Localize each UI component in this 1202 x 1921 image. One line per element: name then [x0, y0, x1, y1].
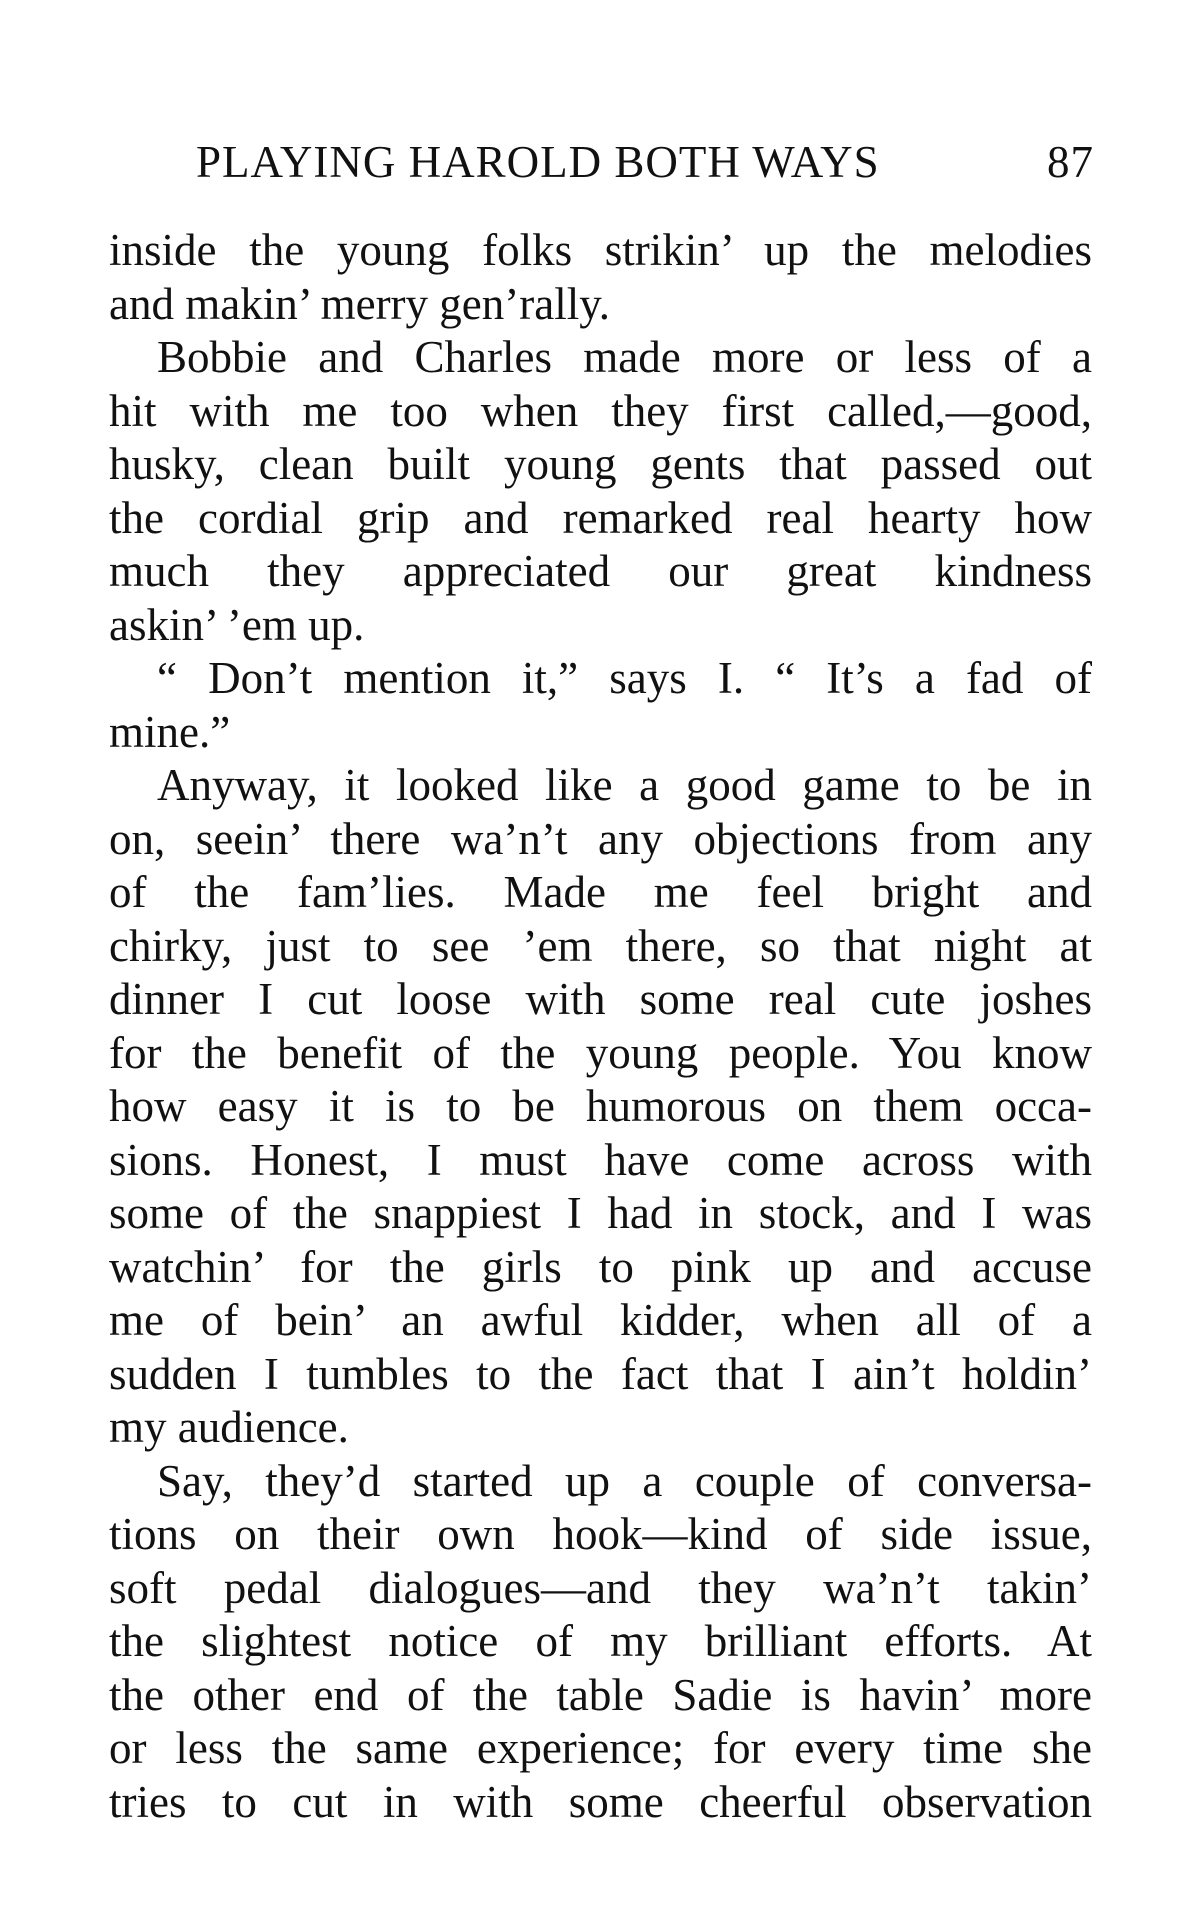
text-line: mine.”	[109, 706, 231, 757]
text-line: my audience.	[109, 1402, 349, 1452]
text-line: or less the same experience; for every time she	[109, 1723, 1092, 1773]
text-line: inside the young folks strikin’ up the melodies	[109, 225, 1092, 275]
text-line: Bobbie and Charles made more or less of a	[157, 332, 1092, 382]
text-line: sions. Honest, I must have come across with	[109, 1134, 1092, 1185]
page-number: 87	[1047, 137, 1094, 187]
text-line: sudden I tumbles to the fact that I ain’t holdin’	[109, 1348, 1092, 1399]
page-header	[196, 136, 1094, 196]
text-line: tions on their own hook—kind of side issue,	[109, 1509, 1092, 1559]
text-line: me of bein’ an awful kidder, when all of a	[109, 1295, 1092, 1345]
text-line: watchin’ for the girls to pink up and accuse	[109, 1241, 1092, 1292]
text-line: for the benefit of the young people. You know	[109, 1027, 1092, 1078]
text-line: tries to cut in with some cheerful observation	[109, 1776, 1092, 1827]
text-line: Say, they’d started up a couple of conversa-	[157, 1455, 1092, 1506]
text-line: Anyway, it looked like a good game to be in	[157, 760, 1092, 810]
text-line: of the fam’lies. Made me feel bright and	[109, 867, 1092, 917]
body-text	[109, 224, 1092, 1829]
text-line: soft pedal dialogues—and they wa’n’t takin’	[109, 1562, 1092, 1613]
text-line: and makin’ merry gen’rally.	[109, 278, 611, 329]
text-line: hit with me too when they first called,—good,	[109, 385, 1092, 436]
text-line: much they appreciated our great kindness	[109, 546, 1092, 596]
text-line: dinner I cut loose with some real cute joshes	[109, 974, 1092, 1024]
running-title: PLAYING HAROLD BOTH WAYS	[196, 137, 880, 187]
text-line: on, seein’ there wa’n’t any objections from any	[109, 813, 1092, 864]
text-line: chirky, just to see ’em there, so that night at	[109, 920, 1092, 971]
text-line: some of the snappiest I had in stock, and I was	[109, 1188, 1092, 1238]
text-line: “ Don’t mention it,” says I. “ It’s a fad of	[157, 653, 1092, 703]
text-line: askin’ ’em up.	[109, 599, 365, 650]
text-line: how easy it is to be humorous on them occa-	[109, 1081, 1092, 1131]
text-line: husky, clean built young gents that passed out	[109, 439, 1092, 489]
text-line: the slightest notice of my brilliant efforts. At	[109, 1616, 1092, 1666]
text-line: the cordial grip and remarked real hearty how	[109, 492, 1092, 543]
text-line: the other end of the table Sadie is havin’ more	[109, 1669, 1092, 1720]
